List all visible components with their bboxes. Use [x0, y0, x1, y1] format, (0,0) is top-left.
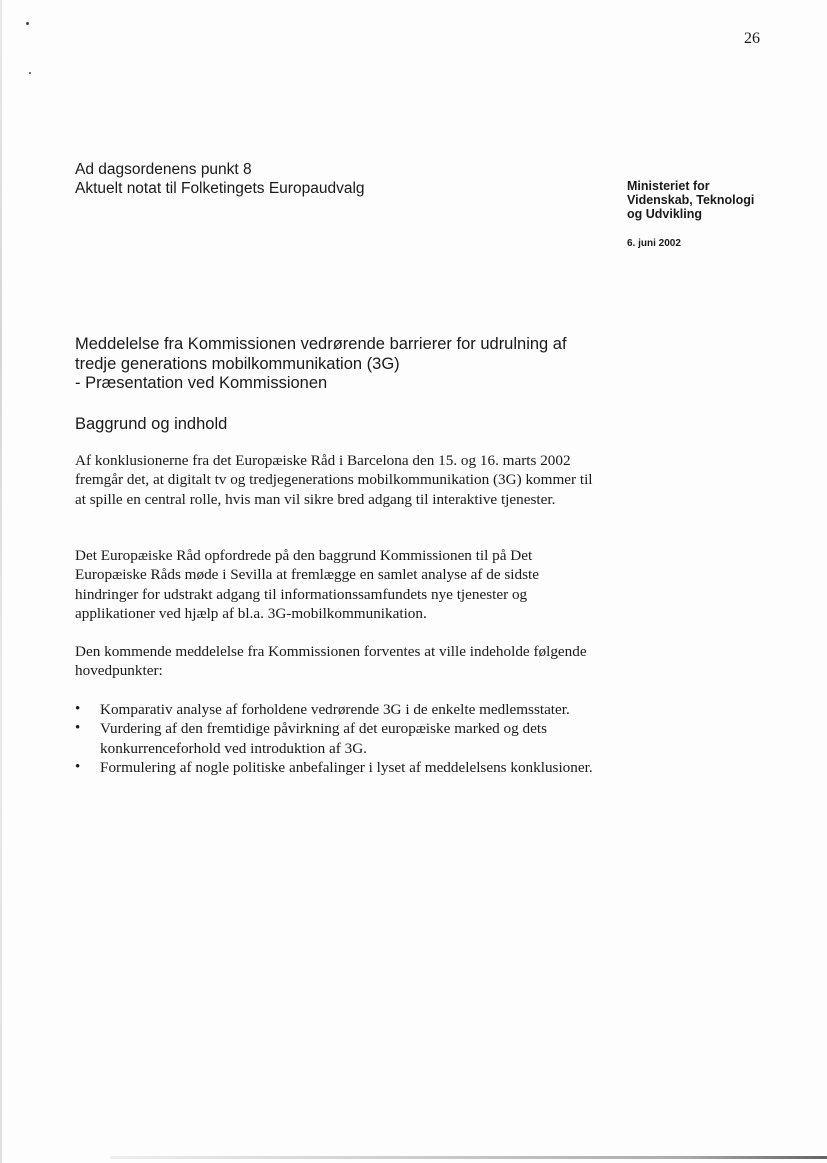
ministry-block: [627, 179, 817, 221]
bullet-text: Vurdering af den fremtidige påvirkning af det europæiske marked og dets konkurrenceforhold ved introduktion af 3G.: [100, 720, 547, 757]
scan-edge-bottom: [110, 1156, 827, 1159]
ministry-line-1: Ministeriet for: [627, 179, 710, 193]
ministry-line-3: og Udvikling: [627, 207, 702, 221]
paragraph-3: Den kommende meddelelse fra Kommissionen forventes at ville indeholde følgende hovedpunkter:: [75, 643, 587, 680]
scan-edge-left: [0, 0, 2, 1163]
bullet-icon: •: [75, 701, 81, 717]
list-item: [75, 700, 595, 719]
bullet-list: [75, 700, 595, 777]
paragraph-2: Det Europæiske Råd opfordrede på den baggrund Kommissionen til på Det Europæiske Råds møde i Sevilla at fremlægge en samlet analyse af de sidste hindringer for udstrakt adgang til informationssamfundets nye tjenester og applikationer ved hjælp af bl.a. 3G-mobilkommunikation.: [75, 547, 539, 622]
bullet-icon: •: [75, 720, 81, 737]
title-line-1: Meddelelse fra Kommissionen vedrørende barrierer for udrulning af: [75, 335, 567, 353]
list-item: [75, 719, 595, 758]
scan-speck: [26, 22, 29, 25]
page-number: 26: [744, 30, 760, 47]
bullet-text: Formulering af nogle politiske anbefalinger i lyset af meddelelsens konklusioner.: [100, 758, 593, 776]
section-heading: Baggrund og indhold: [75, 415, 228, 433]
paragraph-1: Af konklusionerne fra det Europæiske Råd i Barcelona den 15. og 16. marts 2002 fremgår det, at digitalt tv og tredjegenerations mobilkommunikation (3G) kommer til at spille en central rolle, hvis man vil sikre bred adgang til interaktive tjenester.: [75, 452, 593, 508]
bullet-text: Komparativ analyse af forholdene vedrørende 3G i de enkelte medlemsstater.: [100, 701, 570, 718]
title-line-3: - Præsentation ved Kommissionen: [75, 374, 328, 392]
agenda-line-1: Ad dagsordenens punkt 8: [75, 161, 252, 178]
agenda-block: [75, 160, 555, 198]
document-title: [75, 335, 595, 394]
list-item: [75, 758, 595, 777]
agenda-line-2: Aktuelt notat til Folketingets Europaudvalg: [75, 180, 365, 197]
document-date: 6. juni 2002: [627, 238, 681, 249]
ministry-line-2: Videnskab, Teknologi: [627, 193, 755, 207]
scan-speck: [29, 72, 31, 74]
title-line-2: tredje generations mobilkommunikation (3G): [75, 354, 400, 373]
bullet-icon: •: [75, 758, 81, 775]
